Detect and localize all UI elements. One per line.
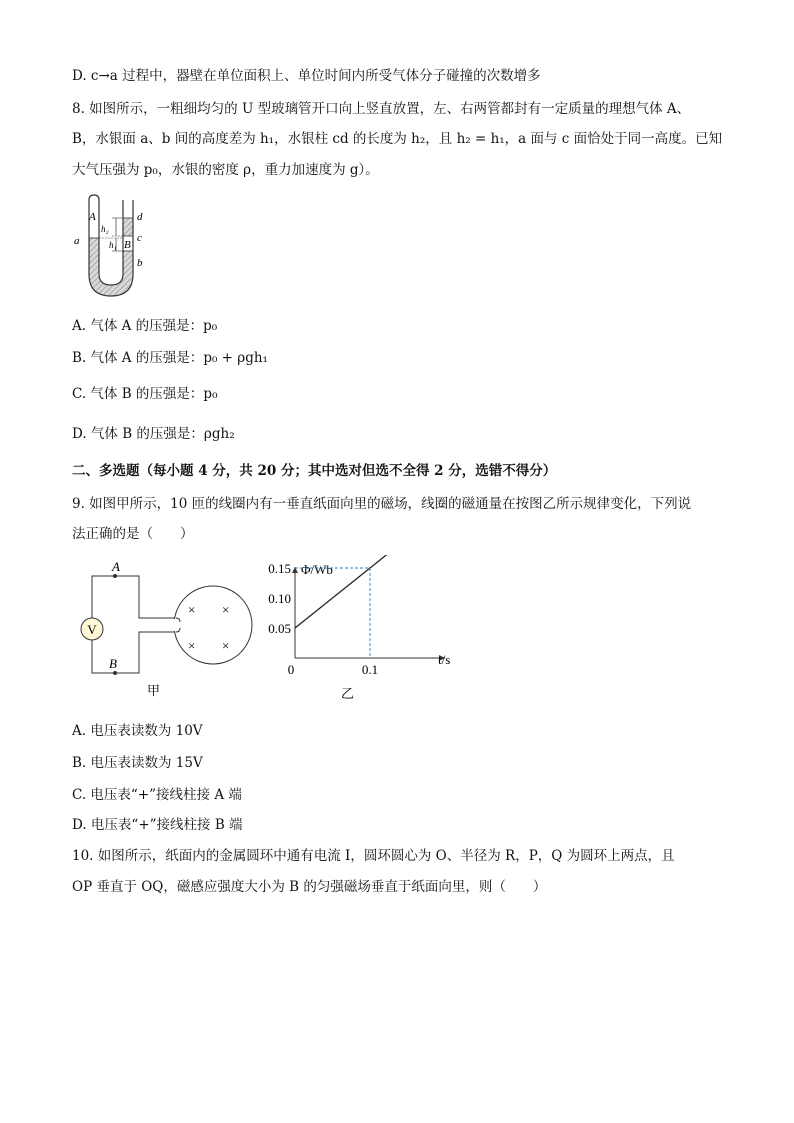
label-d: d xyxy=(137,211,143,223)
q8-option-a: A. 气体 A 的压强是：p₀ xyxy=(72,318,218,334)
field-cross-1: × xyxy=(188,602,196,617)
y-tick-label: 0.10 xyxy=(268,591,291,606)
flux-time-graph xyxy=(255,555,465,700)
label-h1: h₁ xyxy=(109,240,117,250)
voltmeter-label: V xyxy=(87,622,97,637)
q10-stem-line2: OP 垂直于 OQ，磁感应强度大小为 B 的匀强磁场垂直于纸面向里，则（ ） xyxy=(72,879,547,895)
q9-stem-line2: 法正确的是（ ） xyxy=(72,526,194,542)
q9-option-a: A. 电压表读数为 10V xyxy=(72,723,203,739)
figure-jia-caption: 甲 xyxy=(147,683,161,698)
q9-option-d: D. 电压表“+”接线柱接 B 端 xyxy=(72,817,243,833)
q8-stem-line1: 8. 如图所示，一粗细均匀的 U 型玻璃管开口向上竖直放置，左、右两管都封有一定质量的理想气体 A、 xyxy=(72,101,691,117)
q8-stem-line2: B，水银面 a、b 间的高度差为 h₁，水银柱 cd 的长度为 h₂，且 h₂ = h₁，a 面与 c 面恰处于同一高度。已知 xyxy=(72,131,723,147)
q10-stem-line1: 10. 如图所示，纸面内的金属圆环中通有电流 I，圆环圆心为 O、半径为 R，P，Q 为圆环上两点，且 xyxy=(72,848,675,864)
origin-label: 0 xyxy=(287,662,295,677)
figure-yi-caption: 乙 xyxy=(341,686,355,700)
q8-option-b: B. 气体 A 的压强是：p₀ + ρgh₁ xyxy=(72,350,268,366)
label-gas-a: A xyxy=(89,211,96,223)
terminal-a-label: A xyxy=(112,560,120,574)
x-tick-label: 0.1 xyxy=(361,662,379,677)
u-tube-figure xyxy=(72,190,162,305)
q8-option-d: D. 气体 B 的压强是：ρgh₂ xyxy=(72,426,235,442)
label-h2: h₂ xyxy=(101,224,109,234)
label-a: a xyxy=(74,235,80,247)
y-tick-label: 0.15 xyxy=(268,561,291,576)
field-cross-3: × xyxy=(188,638,196,653)
q7-option-d: D. c→a 过程中，器壁在单位面积上、单位时间内所受气体分子碰撞的次数增多 xyxy=(72,68,541,84)
coil-circuit-figure xyxy=(72,560,262,700)
q9-option-b: B. 电压表读数为 15V xyxy=(72,755,203,771)
section2-heading: 二、多选题（每小题 4 分，共 20 分；其中选对但选不全得 2 分，选错不得分） xyxy=(72,463,557,479)
field-cross-4: × xyxy=(222,638,230,653)
q8-option-c: C. 气体 B 的压强是：p₀ xyxy=(72,386,218,402)
x-axis-label: t/s xyxy=(438,652,451,667)
q8-stem-line3: 大气压强为 p₀，水银的密度 ρ，重力加速度为 g）。 xyxy=(72,162,379,178)
q9-stem-line1: 9. 如图甲所示，10 匝的线圈内有一垂直纸面向里的磁场，线圈的磁通量在按图乙所示规律变化，下列说 xyxy=(72,496,692,512)
q9-option-c: C. 电压表“+”接线柱接 A 端 xyxy=(72,787,242,803)
label-b: b xyxy=(137,257,143,269)
terminal-b-label: B xyxy=(109,656,117,671)
field-cross-2: × xyxy=(222,602,230,617)
y-tick-label: 0.05 xyxy=(268,621,291,636)
label-c: c xyxy=(137,232,142,244)
y-axis-label: Φ/Wb xyxy=(301,562,333,577)
label-gas-b: B xyxy=(124,239,131,251)
